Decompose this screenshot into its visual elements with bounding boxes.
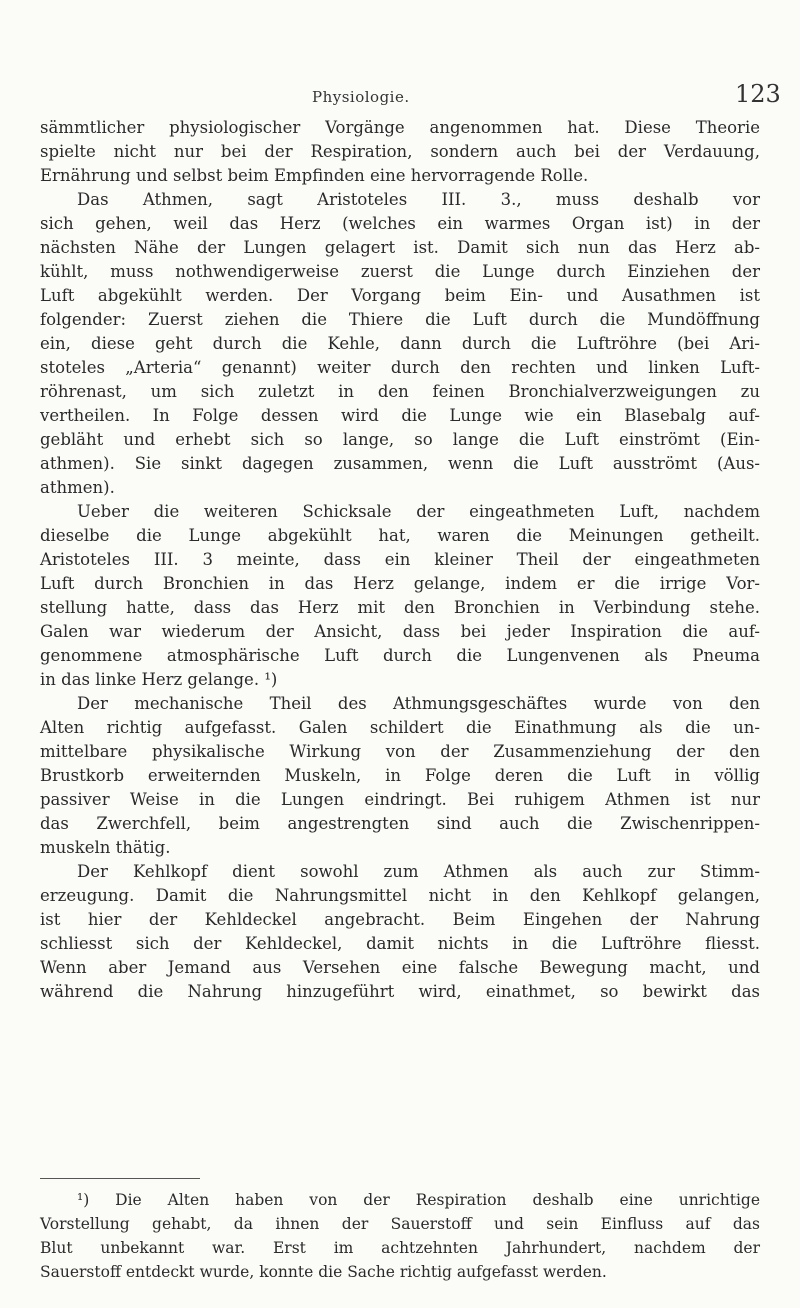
text-line: Galen war wiederum der Ansicht, dass bei jeder Inspiration die auf-	[40, 622, 760, 641]
text-line: folgender: Zuerst ziehen die Thiere die Luft durch die Mundöffnung	[40, 310, 760, 329]
text-line: ein, diese geht durch die Kehle, dann durch die Luftröhre (bei Ari-	[40, 334, 760, 353]
footnote-line: Vorstellung gehabt, da ihnen der Sauerstoff und sein Einfluss auf das	[40, 1215, 760, 1233]
text-line: athmen). Sie sinkt dagegen zusammen, wenn die Luft ausströmt (Aus-	[40, 454, 760, 473]
text-line: Wenn aber Jemand aus Versehen eine falsche Bewegung macht, und	[40, 958, 760, 977]
text-line: ist hier der Kehldeckel angebracht. Beim Eingehen der Nahrung	[40, 910, 760, 929]
footnote-line: Blut unbekannt war. Erst im achtzehnten Jahrhundert, nachdem der	[40, 1239, 760, 1257]
text-line: dieselbe die Lunge abgekühlt hat, waren die Meinungen getheilt.	[40, 526, 760, 545]
text-line: das Zwerchfell, beim angestrengten sind auch die Zwischenrippen-	[40, 814, 760, 833]
text-line: kühlt, muss nothwendigerweise zuerst die Lunge durch Einziehen der	[40, 262, 760, 281]
text-line: Alten richtig aufgefasst. Galen schildert die Einathmung als die un-	[40, 718, 760, 737]
text-line: stellung hatte, dass das Herz mit den Bronchien in Verbindung stehe.	[40, 598, 760, 617]
text-line: Aristoteles III. 3 meinte, dass ein kleiner Theil der eingeathmeten	[40, 550, 760, 569]
text-line: Brustkorb erweiternden Muskeln, in Folge deren die Luft in völlig	[40, 766, 760, 785]
text-line: Der Kehlkopf dient sowohl zum Athmen als auch zur Stimm-	[77, 862, 760, 881]
text-line: sich gehen, weil das Herz (welches ein warmes Organ ist) in der	[40, 214, 760, 233]
text-line: genommene atmosphärische Luft durch die Lungenvenen als Pneuma	[40, 646, 760, 665]
text-line: stoteles „Arteria“ genannt) weiter durch den rechten und linken Luft-	[40, 358, 760, 377]
text-line: Der mechanische Theil des Athmungsgeschäftes wurde von den	[77, 694, 760, 713]
text-line: sämmtlicher physiologischer Vorgänge angenommen hat. Diese Theorie	[40, 118, 760, 137]
text-line: Ueber die weiteren Schicksale der eingeathmeten Luft, nachdem	[77, 502, 760, 521]
text-line: Ernährung und selbst beim Empfinden eine hervorragende Rolle.	[40, 166, 589, 185]
text-line: während die Nahrung hinzugeführt wird, einathmet, so bewirkt das	[40, 982, 760, 1001]
text-line: gebläht und erhebt sich so lange, so lange die Luft einströmt (Ein-	[40, 430, 760, 449]
footnote-rule	[40, 1178, 200, 1179]
text-line: erzeugung. Damit die Nahrungsmittel nicht in den Kehlkopf gelangen,	[40, 886, 760, 905]
footnote-line: Sauerstoff entdeckt wurde, konnte die Sache richtig aufgefasst werden.	[40, 1263, 607, 1281]
text-line: röhrenast, um sich zuletzt in den feinen Bronchialverzweigungen zu	[40, 382, 760, 401]
text-line: Luft durch Bronchien in das Herz gelange, indem er die irrige Vor-	[40, 574, 760, 593]
text-line: athmen).	[40, 478, 115, 497]
text-line: vertheilen. In Folge dessen wird die Lunge wie ein Blasebalg auf-	[40, 406, 760, 425]
text-line: Das Athmen, sagt Aristoteles III. 3., muss deshalb vor	[77, 190, 760, 209]
text-line: mittelbare physikalische Wirkung von der Zusammenziehung der den	[40, 742, 760, 761]
running-head: Physiologie.	[312, 88, 410, 106]
text-line: muskeln thätig.	[40, 838, 171, 857]
text-line: nächsten Nähe der Lungen gelagert ist. Damit sich nun das Herz ab-	[40, 238, 760, 257]
text-line: passiver Weise in die Lungen eindringt. Bei ruhigem Athmen ist nur	[40, 790, 760, 809]
footnote-line: ¹) Die Alten haben von der Respiration deshalb eine unrichtige	[77, 1191, 760, 1209]
text-line: spielte nicht nur bei der Respiration, sondern auch bei der Verdauung,	[40, 142, 760, 161]
text-line: in das linke Herz gelange. ¹)	[40, 670, 278, 689]
text-line: schliesst sich der Kehldeckel, damit nichts in die Luftröhre fliesst.	[40, 934, 760, 953]
text-line: Luft abgekühlt werden. Der Vorgang beim Ein- und Ausathmen ist	[40, 286, 760, 305]
page-number: 123	[735, 80, 781, 108]
